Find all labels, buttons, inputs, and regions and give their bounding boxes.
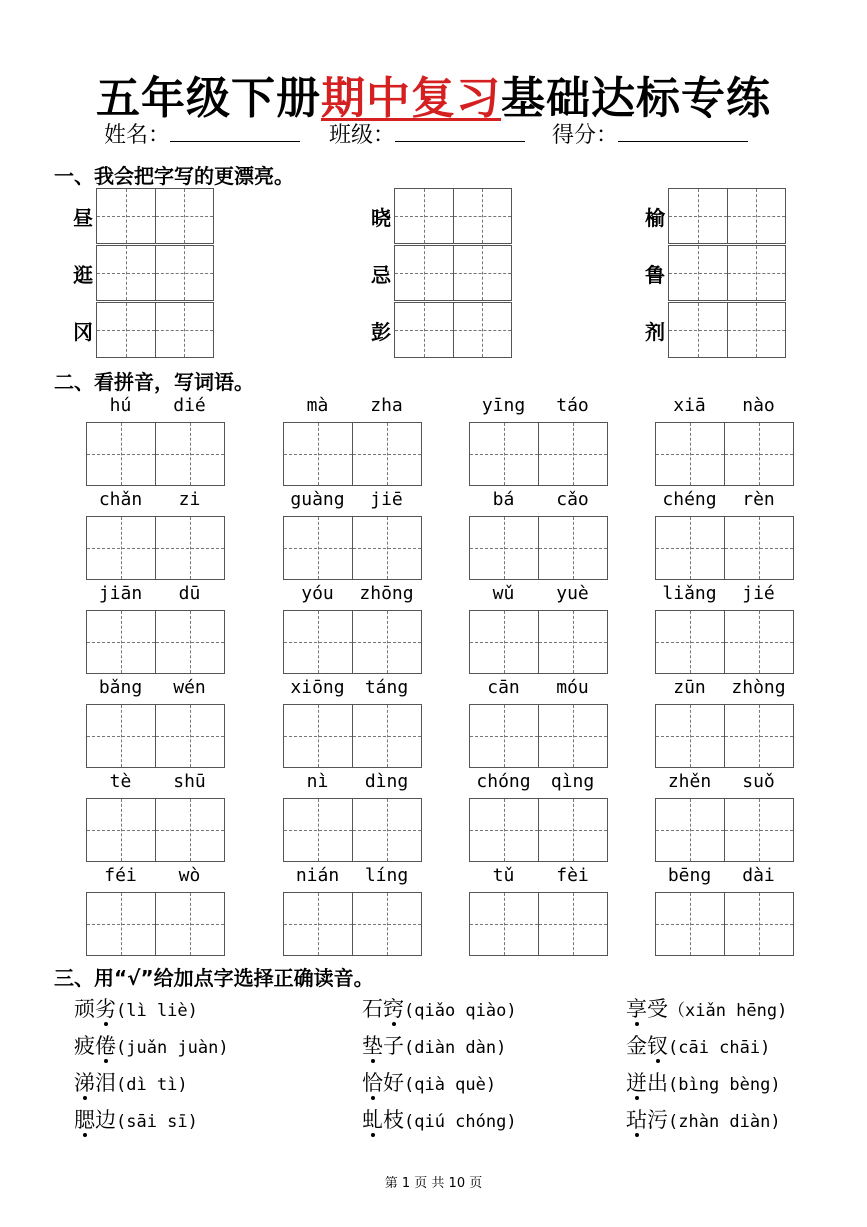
writing-cell[interactable] (656, 611, 724, 673)
char-writing-grid[interactable] (96, 245, 214, 301)
writing-cell[interactable] (155, 611, 224, 673)
reading-item[interactable] (362, 1067, 496, 1097)
pinyin-syllable: chéng (662, 489, 717, 510)
word-char: 腮 (74, 1108, 95, 1132)
word-char: 窍 (383, 997, 404, 1021)
pinyin-syllable: wén (173, 677, 206, 698)
reading-item[interactable] (626, 1067, 781, 1097)
pinyin-syllable: tǔ (492, 865, 515, 886)
writing-cell[interactable] (395, 303, 453, 357)
word-writing-grid[interactable] (86, 892, 225, 956)
class-blank[interactable] (395, 121, 525, 142)
section-3-heading: 三、用“√”给加点字选择正确读音。 (54, 966, 374, 990)
pinyin-syllable: yóu (301, 583, 334, 604)
word-char: 石 (362, 997, 383, 1021)
word-char: 享 (626, 997, 647, 1021)
writing-cell[interactable] (724, 423, 793, 485)
char-writing-grid[interactable] (394, 188, 512, 244)
word-char: 污 (647, 1108, 668, 1132)
section-2-heading: 二、看拼音，写词语。 (54, 370, 254, 394)
writing-cell[interactable] (352, 893, 421, 955)
pinyin-syllable: chǎn (98, 489, 143, 510)
score-field[interactable] (552, 118, 748, 149)
word-char: 劣 (95, 997, 116, 1021)
word-writing-grid[interactable] (86, 610, 225, 674)
pinyin-syllable: xiā (673, 395, 706, 416)
word-writing-grid[interactable] (655, 704, 794, 768)
word-writing-grid[interactable] (86, 798, 225, 862)
char-writing-grid[interactable] (96, 302, 214, 358)
word-char: 垫 (362, 1034, 383, 1058)
word-char: 疲 (74, 1034, 95, 1058)
pinyin-syllable: jié (742, 583, 775, 604)
writing-cell[interactable] (155, 246, 214, 300)
score-label: 得分： (552, 123, 619, 148)
word-char: 虬 (362, 1108, 383, 1132)
char-writing-grid[interactable] (96, 188, 214, 244)
writing-cell[interactable] (538, 611, 607, 673)
word-writing-grid[interactable] (655, 516, 794, 580)
writing-cell[interactable] (87, 705, 155, 767)
char-writing-grid[interactable] (668, 302, 786, 358)
word-writing-grid[interactable] (655, 610, 794, 674)
pinyin-syllable: zhěn (667, 771, 712, 792)
word-char: 玷 (626, 1108, 647, 1132)
word-writing-grid[interactable] (283, 704, 422, 768)
pinyin-syllable: yīng (481, 395, 526, 416)
pinyin-syllable: féi (104, 865, 137, 886)
writing-cell[interactable] (470, 611, 538, 673)
word-writing-grid[interactable] (86, 422, 225, 486)
writing-cell[interactable] (352, 799, 421, 861)
word-writing-grid[interactable] (469, 892, 608, 956)
writing-cell[interactable] (724, 517, 793, 579)
copy-char: 晓 (371, 206, 391, 230)
pinyin-syllable: nì (306, 771, 329, 792)
writing-cell[interactable] (284, 517, 352, 579)
writing-cell[interactable] (352, 611, 421, 673)
copy-char: 忌 (371, 263, 391, 287)
writing-cell[interactable] (727, 246, 786, 300)
writing-cell[interactable] (656, 705, 724, 767)
writing-cell[interactable] (669, 246, 727, 300)
word-writing-grid[interactable] (86, 516, 225, 580)
writing-cell[interactable] (669, 303, 727, 357)
reading-options[interactable]: (qiú chóng) (404, 1112, 517, 1132)
pinyin-syllable: bá (492, 489, 515, 510)
char-writing-grid[interactable] (394, 302, 512, 358)
reading-item[interactable] (74, 1030, 229, 1060)
score-blank[interactable] (618, 121, 748, 142)
pinyin-syllable: chóng (476, 771, 531, 792)
word-writing-grid[interactable] (469, 798, 608, 862)
pinyin-syllable: zūn (673, 677, 706, 698)
page-footer: 第 1 页 共 10 页 (384, 1176, 483, 1191)
writing-cell[interactable] (538, 799, 607, 861)
writing-cell[interactable] (97, 246, 155, 300)
copy-char: 逛 (73, 263, 93, 287)
word-writing-grid[interactable] (655, 422, 794, 486)
writing-cell[interactable] (724, 705, 793, 767)
word-writing-grid[interactable] (469, 704, 608, 768)
copy-char: 榆 (645, 206, 665, 230)
pinyin-syllable: xiōng (290, 677, 345, 698)
word-writing-grid[interactable] (469, 422, 608, 486)
word-writing-grid[interactable] (469, 516, 608, 580)
reading-item[interactable] (626, 993, 787, 1023)
writing-cell[interactable] (284, 423, 352, 485)
reading-item[interactable] (362, 1030, 506, 1060)
reading-options[interactable]: (zhàn diàn) (668, 1112, 781, 1132)
reading-options[interactable]: (qiǎo qiào) (404, 1001, 517, 1021)
reading-options[interactable]: (sāi sī) (116, 1112, 198, 1132)
pinyin-syllable: zi (178, 489, 201, 510)
pinyin-syllable: móu (556, 677, 589, 698)
writing-cell[interactable] (656, 893, 724, 955)
word-writing-grid[interactable] (283, 610, 422, 674)
class-label: 班级： (329, 123, 396, 148)
writing-cell[interactable] (538, 517, 607, 579)
title-highlight: 期中复习 (321, 73, 501, 124)
reading-options[interactable]: (dì tì) (116, 1075, 188, 1095)
writing-cell[interactable] (87, 799, 155, 861)
page-title (0, 62, 867, 126)
writing-cell[interactable] (453, 246, 512, 300)
word-char: 边 (95, 1108, 116, 1132)
writing-cell[interactable] (97, 189, 155, 243)
pinyin-syllable: liǎng (662, 583, 717, 604)
char-writing-grid[interactable] (394, 245, 512, 301)
word-char: 出 (647, 1071, 668, 1095)
word-char: 恰 (362, 1071, 383, 1095)
writing-cell[interactable] (155, 799, 224, 861)
writing-cell[interactable] (727, 303, 786, 357)
writing-cell[interactable] (155, 893, 224, 955)
title-part-2: 基础达标专练 (501, 73, 771, 124)
writing-cell[interactable] (155, 705, 224, 767)
writing-cell[interactable] (470, 517, 538, 579)
word-writing-grid[interactable] (655, 892, 794, 956)
copy-char: 剂 (645, 320, 665, 344)
pinyin-syllable: wò (178, 865, 201, 886)
writing-cell[interactable] (656, 517, 724, 579)
pinyin-syllable: dìng (364, 771, 409, 792)
copy-char: 鲁 (645, 263, 665, 287)
class-field[interactable] (329, 118, 525, 149)
writing-cell[interactable] (284, 611, 352, 673)
writing-cell[interactable] (724, 611, 793, 673)
word-char: 受 (647, 997, 668, 1021)
word-writing-grid[interactable] (86, 704, 225, 768)
reading-item[interactable] (74, 1067, 188, 1097)
writing-cell[interactable] (538, 705, 607, 767)
writing-cell[interactable] (724, 893, 793, 955)
name-label: 姓名： (104, 123, 171, 148)
reading-options[interactable]: (lì liè) (116, 1001, 198, 1021)
word-char: 顽 (74, 997, 95, 1021)
pinyin-syllable: jiē (370, 489, 403, 510)
pinyin-syllable: guàng (290, 489, 345, 510)
writing-cell[interactable] (470, 893, 538, 955)
reading-options[interactable]: (diàn dàn) (404, 1038, 507, 1058)
char-writing-grid[interactable] (668, 245, 786, 301)
pinyin-syllable: wǔ (492, 583, 515, 604)
pinyin-syllable: yuè (556, 583, 589, 604)
reading-options[interactable]: (cāi chāi) (668, 1038, 771, 1058)
word-char: 好 (383, 1071, 404, 1095)
writing-cell[interactable] (395, 189, 453, 243)
title-part-1: 五年级下册 (96, 73, 321, 124)
writing-cell[interactable] (669, 189, 727, 243)
writing-cell[interactable] (453, 189, 512, 243)
writing-cell[interactable] (453, 303, 512, 357)
writing-cell[interactable] (538, 893, 607, 955)
reading-options[interactable]: （xiǎn hēng) (668, 1001, 788, 1021)
reading-item[interactable] (362, 993, 517, 1023)
writing-cell[interactable] (724, 799, 793, 861)
writing-cell[interactable] (155, 303, 214, 357)
pinyin-syllable: suǒ (742, 771, 775, 792)
pinyin-syllable: bǎng (98, 677, 143, 698)
writing-cell[interactable] (87, 423, 155, 485)
word-char: 迸 (626, 1071, 647, 1095)
pinyin-syllable: zha (370, 395, 403, 416)
reading-item[interactable] (626, 1030, 770, 1060)
writing-cell[interactable] (155, 189, 214, 243)
writing-cell[interactable] (395, 246, 453, 300)
pinyin-syllable: cān (487, 677, 520, 698)
writing-cell[interactable] (352, 517, 421, 579)
copy-char: 昼 (73, 206, 93, 230)
writing-cell[interactable] (352, 705, 421, 767)
word-char: 枝 (383, 1108, 404, 1132)
word-char: 金 (626, 1034, 647, 1058)
writing-cell[interactable] (87, 517, 155, 579)
writing-cell[interactable] (97, 303, 155, 357)
word-writing-grid[interactable] (283, 892, 422, 956)
writing-cell[interactable] (284, 799, 352, 861)
word-char: 钗 (647, 1034, 668, 1058)
pinyin-syllable: fèi (556, 865, 589, 886)
reading-item[interactable] (74, 993, 198, 1023)
pinyin-syllable: nián (295, 865, 340, 886)
pinyin-syllable: hú (109, 395, 132, 416)
writing-cell[interactable] (727, 189, 786, 243)
writing-cell[interactable] (155, 517, 224, 579)
word-writing-grid[interactable] (283, 516, 422, 580)
pinyin-syllable: zhòng (731, 677, 786, 698)
writing-cell[interactable] (470, 799, 538, 861)
copy-char: 彭 (371, 320, 391, 344)
pinyin-syllable: tè (109, 771, 132, 792)
writing-cell[interactable] (656, 423, 724, 485)
section-1-heading: 一、我会把字写的更漂亮。 (54, 164, 294, 188)
reading-item[interactable] (74, 1104, 198, 1134)
word-char: 涕 (74, 1071, 95, 1095)
pinyin-syllable: cǎo (556, 489, 589, 510)
pinyin-syllable: bēng (667, 865, 712, 886)
char-writing-grid[interactable] (668, 188, 786, 244)
word-writing-grid[interactable] (655, 798, 794, 862)
word-writing-grid[interactable] (283, 422, 422, 486)
writing-cell[interactable] (155, 423, 224, 485)
pinyin-syllable: dài (742, 865, 775, 886)
pinyin-syllable: rèn (742, 489, 775, 510)
pinyin-syllable: zhōng (359, 583, 414, 604)
reading-options[interactable]: (qià què) (404, 1075, 497, 1095)
pinyin-syllable: jiān (98, 583, 143, 604)
pinyin-syllable: táng (364, 677, 409, 698)
reading-item[interactable] (362, 1104, 517, 1134)
copy-char: 冈 (73, 320, 93, 344)
word-char: 倦 (95, 1034, 116, 1058)
writing-cell[interactable] (538, 423, 607, 485)
pinyin-syllable: dié (173, 395, 206, 416)
writing-cell[interactable] (284, 705, 352, 767)
writing-cell[interactable] (284, 893, 352, 955)
word-writing-grid[interactable] (469, 610, 608, 674)
reading-options[interactable]: (bìng bèng) (668, 1075, 781, 1095)
reading-item[interactable] (626, 1104, 781, 1134)
pinyin-syllable: mà (306, 395, 329, 416)
pinyin-syllable: líng (364, 865, 409, 886)
name-field[interactable] (104, 118, 300, 149)
word-char: 子 (383, 1034, 404, 1058)
pinyin-syllable: nào (742, 395, 775, 416)
pinyin-syllable: dū (178, 583, 201, 604)
word-char: 泪 (95, 1071, 116, 1095)
writing-cell[interactable] (87, 893, 155, 955)
pinyin-syllable: shū (173, 771, 206, 792)
writing-cell[interactable] (470, 423, 538, 485)
pinyin-syllable: táo (556, 395, 589, 416)
writing-cell[interactable] (87, 611, 155, 673)
word-writing-grid[interactable] (283, 798, 422, 862)
name-blank[interactable] (170, 121, 300, 142)
writing-cell[interactable] (352, 423, 421, 485)
writing-cell[interactable] (470, 705, 538, 767)
writing-cell[interactable] (656, 799, 724, 861)
reading-options[interactable]: (juǎn juàn) (116, 1038, 229, 1058)
pinyin-syllable: qìng (550, 771, 595, 792)
